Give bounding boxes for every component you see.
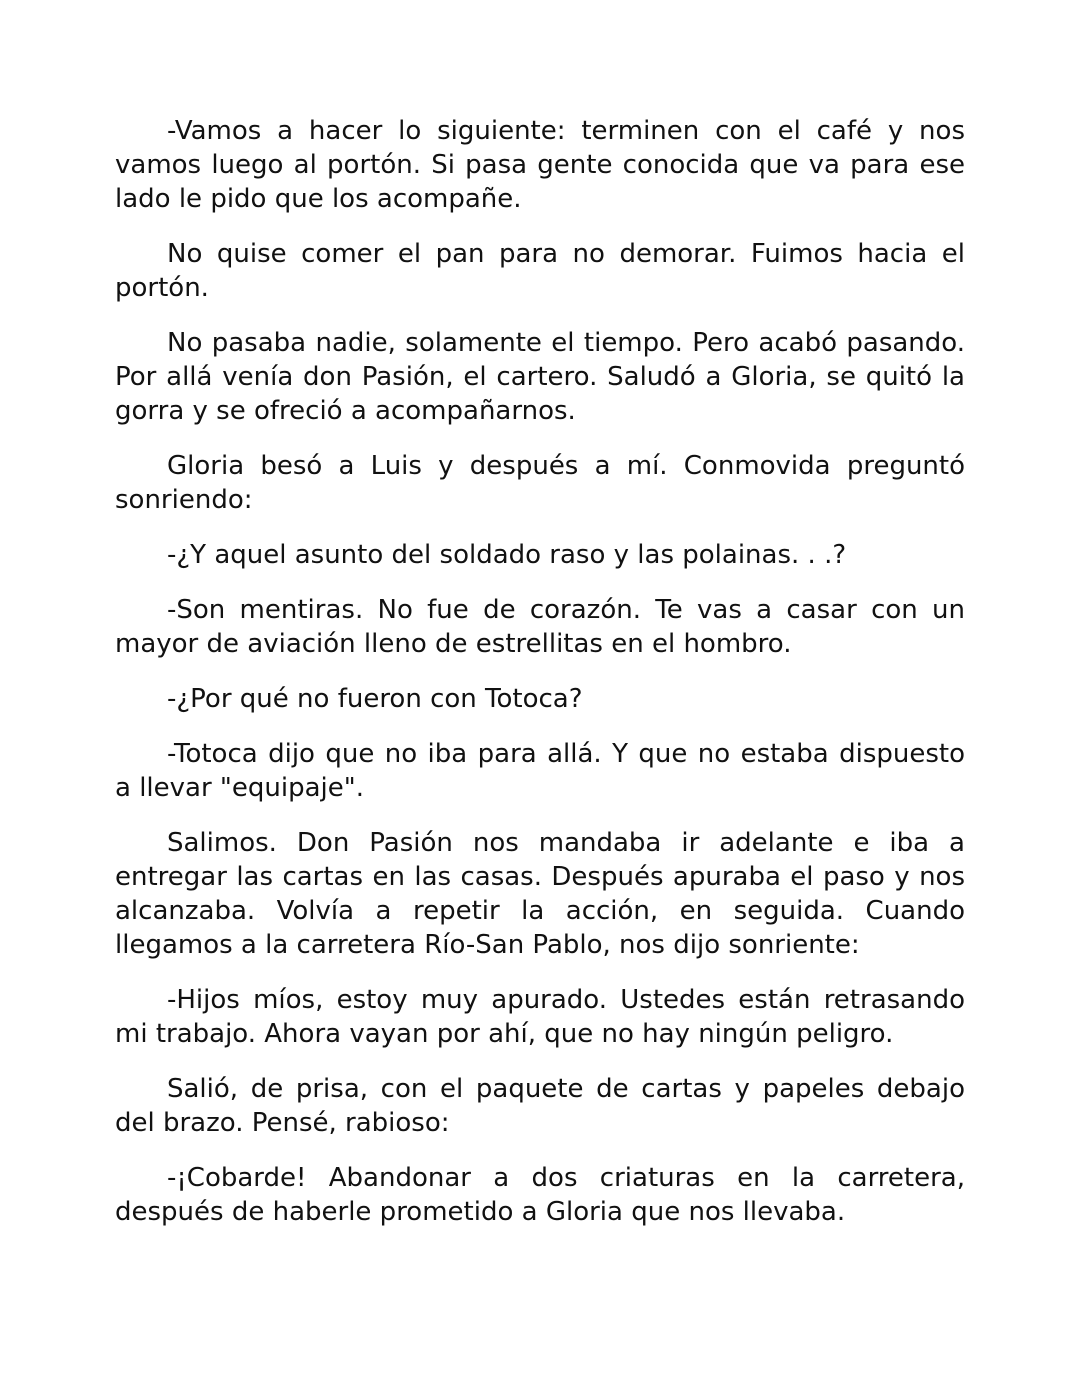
paragraph: -Vamos a hacer lo siguiente: terminen con el café y nos vamos luego al portón. Si pasa gente conocida que va para ese lado le pido que los acompañe.: [115, 116, 965, 214]
paragraph: Salimos. Don Pasión nos mandaba ir adelante e iba a entregar las cartas en las casas. Después apuraba el paso y nos alcanzaba. Volvía a repetir la acción, en seguida. Cuando llegamos a la carretera Río-San Pablo, nos dijo sonriente:: [115, 828, 965, 960]
paragraph: No pasaba nadie, solamente el tiempo. Pero acabó pasando. Por allá venía don Pasión, el cartero. Saludó a Gloria, se quitó la gorra y se ofreció a acompañarnos.: [115, 328, 965, 426]
paragraph: Gloria besó a Luis y después a mí. Conmovida preguntó sonriendo:: [115, 451, 965, 515]
paragraph: Salió, de prisa, con el paquete de cartas y papeles debajo del brazo. Pensé, rabioso:: [115, 1074, 965, 1138]
paragraph: -¡Cobarde! Abandonar a dos criaturas en la carretera, después de haberle prometido a Gloria que nos llevaba.: [115, 1163, 965, 1227]
paragraph: -¿Y aquel asunto del soldado raso y las polainas. . .?: [167, 540, 847, 570]
paragraph: -Hijos míos, estoy muy apurado. Ustedes están retrasando mi trabajo. Ahora vayan por ahí, que no hay ningún peligro.: [115, 985, 965, 1049]
paragraph: -Totoca dijo que no iba para allá. Y que no estaba dispuesto a llevar "equipaje".: [115, 739, 965, 803]
paragraph: No quise comer el pan para no demorar. Fuimos hacia el portón.: [115, 239, 965, 303]
document-page: [115, 114, 965, 1250]
paragraph: -Son mentiras. No fue de corazón. Te vas a casar con un mayor de aviación lleno de estrellitas en el hombro.: [115, 595, 965, 659]
paragraph: -¿Por qué no fueron con Totoca?: [167, 684, 583, 714]
